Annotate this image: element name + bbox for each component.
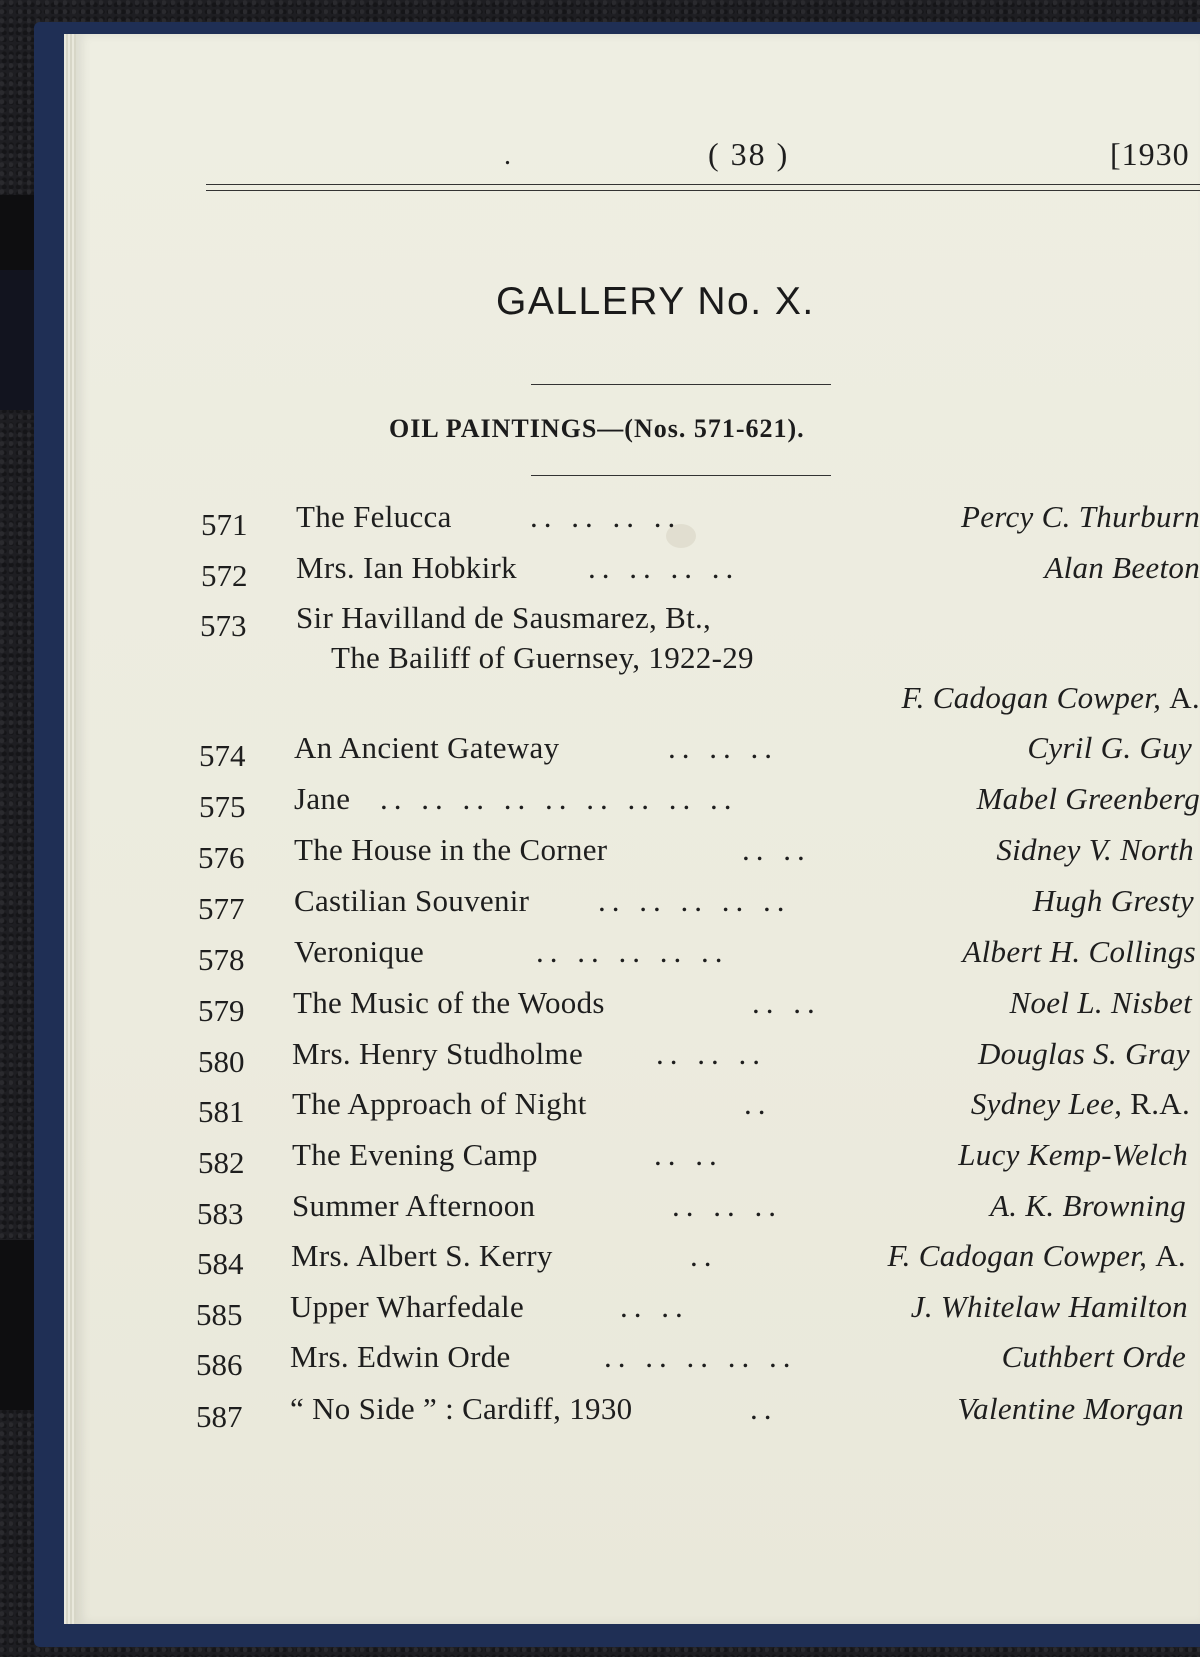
leader-dots: .. .. .. .. .. <box>604 1339 797 1374</box>
catalogue-entry <box>76 781 1200 831</box>
leader-dots: .. .. .. <box>672 1188 782 1223</box>
entry-title: Upper Wharfedale <box>290 1289 525 1324</box>
entry-number: 584 <box>197 1246 244 1281</box>
catalogue-entry <box>76 1137 1200 1187</box>
entry-artist <box>957 1391 1184 1427</box>
catalogue-entry <box>76 1391 1200 1441</box>
artist-name: Sidney V. North <box>996 832 1194 867</box>
artist-name: Hugh Gresty <box>1032 883 1194 918</box>
leader-dots: .. <box>690 1238 718 1273</box>
artist-honours: A. <box>1155 1238 1186 1273</box>
entry-title: Sir Havilland de Sausmarez, Bt., <box>296 600 712 635</box>
entry-number: 585 <box>196 1297 243 1332</box>
artist-name: Valentine Morgan <box>957 1391 1184 1426</box>
entry-number: 573 <box>200 608 247 643</box>
artist-name: Noel L. Nisbet <box>1009 985 1192 1020</box>
artist-honours: R.A. <box>1130 1086 1190 1121</box>
artist-name: F. Cadogan Cowper, <box>901 680 1170 715</box>
book-tab-mid <box>0 270 34 410</box>
entry-title: Mrs. Albert S. Kerry <box>291 1238 553 1273</box>
entry-title: The House in the Corner <box>294 832 608 867</box>
artist-name: Alan Beeton <box>1044 550 1200 585</box>
header-rule <box>206 184 1200 191</box>
entry-title: Mrs. Ian Hobkirk <box>296 550 517 585</box>
entry-artist <box>911 1289 1188 1325</box>
entry-title: The Felucca <box>296 499 452 534</box>
entry-artist <box>978 1036 1190 1072</box>
entry-artist <box>990 1188 1186 1224</box>
catalogue-entry <box>76 1188 1200 1238</box>
leader-dots: .. .. .. <box>668 730 778 765</box>
entry-number: 582 <box>198 1145 245 1180</box>
entry-number: 579 <box>198 993 245 1028</box>
entry-title: Mrs. Edwin Orde <box>290 1339 511 1374</box>
artist-name: Cyril G. Guy <box>1027 730 1192 765</box>
artist-name: Sydney Lee, <box>970 1086 1131 1121</box>
catalogue-entry <box>76 730 1200 780</box>
entry-artist <box>1027 730 1192 766</box>
catalogue-entry <box>76 1036 1200 1086</box>
entry-number: 587 <box>196 1399 243 1434</box>
entry-artist <box>1010 985 1192 1021</box>
artist-name: A. K. Browning <box>990 1188 1186 1223</box>
artist-name: J. Whitelaw Hamilton <box>910 1289 1188 1324</box>
leader-dots: .. .. <box>654 1137 723 1172</box>
entry-title: Mrs. Henry Studholme <box>292 1036 584 1071</box>
gallery-title: GALLERY No. X. <box>496 280 815 323</box>
book-tab-bottom <box>0 1240 34 1410</box>
entry-artist <box>958 1137 1188 1173</box>
entry-number: 577 <box>198 891 245 926</box>
entry-title: Summer Afternoon <box>292 1188 536 1223</box>
artist-name: Douglas S. Gray <box>977 1036 1190 1071</box>
entry-artist <box>901 680 1200 716</box>
artist-name: Percy C. Thurburn <box>960 499 1200 534</box>
entry-number: 572 <box>201 558 248 593</box>
leader-dots: .. .. .. .. .. .. .. .. .. <box>380 781 738 816</box>
header-year: [1930 <box>1110 136 1190 172</box>
leader-dots: .. .. .. .. <box>530 499 682 534</box>
entry-number: 571 <box>201 507 248 542</box>
entry-title: The Music of the Woods <box>293 985 605 1020</box>
entry-number: 575 <box>199 789 246 824</box>
catalogue-entry <box>76 832 1200 882</box>
entry-number: 578 <box>198 942 245 977</box>
leader-dots: .. .. .. .. .. <box>536 934 729 969</box>
entry-title: Veronique <box>294 934 425 969</box>
entry-number: 581 <box>198 1094 245 1129</box>
subtitle-rule <box>531 475 831 476</box>
section-subtitle: OIL PAINTINGS—(Nos. 571-621). <box>389 414 805 443</box>
catalogue-entry <box>76 1289 1200 1339</box>
leader-dots: .. .. .. .. .. <box>598 883 791 918</box>
entry-number: 583 <box>197 1196 244 1231</box>
catalogue-entry <box>76 985 1200 1035</box>
entry-title: An Ancient Gateway <box>294 730 560 765</box>
leader-dots: .. .. <box>742 832 811 867</box>
catalogue-entry <box>76 499 1200 549</box>
entry-title-continued: The Bailiff of Guernsey, 1922-29 <box>331 640 754 675</box>
catalogue-entry <box>76 1339 1200 1389</box>
entry-number: 580 <box>198 1044 245 1079</box>
entry-artist <box>971 1086 1190 1122</box>
entry-title: The Evening Camp <box>292 1137 538 1172</box>
leader-dots: .. .. .. .. <box>588 550 740 585</box>
catalogue-entry <box>76 1086 1200 1136</box>
entry-artist <box>996 832 1194 868</box>
entry-artist <box>961 499 1200 535</box>
entry-title: “ No Side ” : Cardiff, 1930 <box>290 1391 633 1426</box>
catalogue-entry <box>76 600 1200 715</box>
catalogue-entry <box>76 1238 1200 1288</box>
leader-dots: .. .. <box>620 1289 689 1324</box>
page-number: ( 38 ) <box>708 136 790 172</box>
artist-name: Lucy Kemp-Welch <box>958 1137 1188 1172</box>
catalogue-entry <box>76 550 1200 600</box>
entry-artist <box>1002 1339 1186 1375</box>
leader-dots: .. <box>744 1086 772 1121</box>
artist-name: Albert H. Collings <box>962 934 1196 969</box>
catalogue-entry <box>76 883 1200 933</box>
title-rule <box>531 384 831 385</box>
entry-title: Jane <box>294 781 351 816</box>
leader-dots: .. .. .. <box>656 1036 766 1071</box>
catalogue-entry <box>76 934 1200 984</box>
leader-dots: .. .. <box>752 985 821 1020</box>
entry-number: 574 <box>199 738 246 773</box>
entry-number: 586 <box>196 1347 243 1382</box>
entry-number: 576 <box>198 840 245 875</box>
entry-title: The Approach of Night <box>292 1086 587 1121</box>
leader-dots: .. <box>750 1391 778 1426</box>
entry-artist <box>1033 883 1194 919</box>
entry-artist <box>1044 550 1200 586</box>
artist-honours: A. <box>1169 680 1200 715</box>
entry-artist <box>977 781 1200 817</box>
artist-name: Mabel Greenberg <box>976 781 1200 816</box>
entry-artist <box>962 934 1196 970</box>
entry-artist <box>887 1238 1186 1274</box>
artist-name: F. Cadogan Cowper, <box>887 1238 1156 1273</box>
entry-title: Castilian Souvenir <box>294 883 530 918</box>
header-dot: . <box>504 140 511 171</box>
artist-name: Cuthbert Orde <box>1001 1339 1186 1374</box>
catalogue-page <box>76 34 1200 1624</box>
